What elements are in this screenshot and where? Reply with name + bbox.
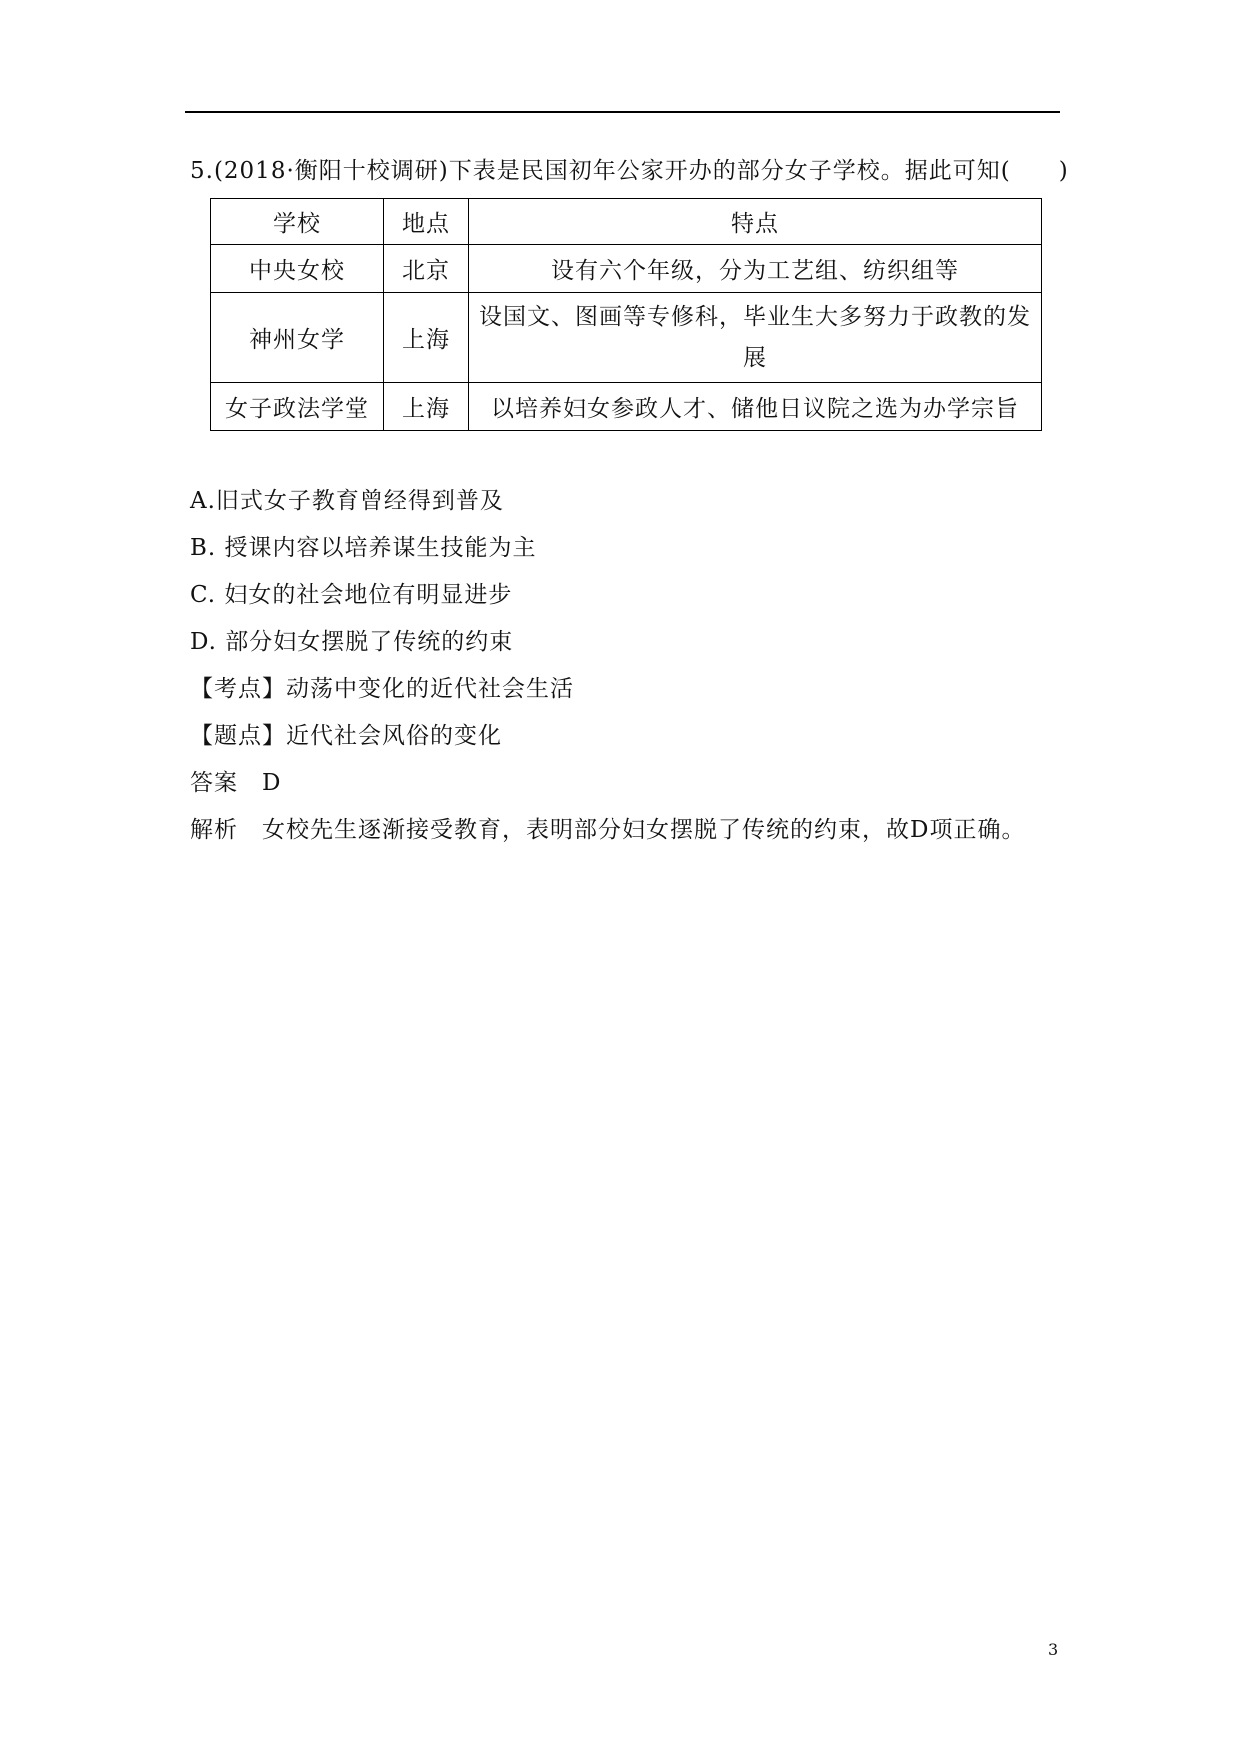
table-cell: 设国文、图画等专修科，毕业生大多努力于政教的发展 xyxy=(469,293,1042,383)
option-c: C. 妇女的社会地位有明显进步 xyxy=(190,582,513,608)
table-cell: 上海 xyxy=(384,383,469,431)
question-stem: 5.(2018·衡阳十校调研)下表是民国初年公家开办的部分女子学校。据此可知( ) xyxy=(190,158,1069,184)
table-cell: 上海 xyxy=(384,293,469,383)
table-row xyxy=(211,245,1042,293)
table-row xyxy=(211,383,1042,431)
table-cell: 女子政法学堂 xyxy=(211,383,384,431)
table-header-cell: 特点 xyxy=(469,199,1042,245)
analysis-line: 解析 女校先生逐渐接受教育，表明部分妇女摆脱了传统的约束，故D项正确。 xyxy=(190,817,1026,843)
table-cell: 北京 xyxy=(384,245,469,293)
kaodian-line: 【考点】动荡中变化的近代社会生活 xyxy=(190,676,574,702)
table-cell: 以培养妇女参政人才、储他日议院之选为办学宗旨 xyxy=(469,383,1042,431)
option-d: D. 部分妇女摆脱了传统的约束 xyxy=(190,629,514,655)
table-header-cell: 学校 xyxy=(211,199,384,245)
page-number: 3 xyxy=(1048,1640,1059,1659)
table-header-row xyxy=(211,199,1042,245)
question-body xyxy=(190,478,1025,854)
option-b: B. 授课内容以培养谋生技能为主 xyxy=(190,535,537,561)
table-header-cell: 地点 xyxy=(384,199,469,245)
table-cell: 设有六个年级，分为工艺组、纺织组等 xyxy=(469,245,1042,293)
tidian-line: 【题点】近代社会风俗的变化 xyxy=(190,723,502,749)
table-cell: 中央女校 xyxy=(211,245,384,293)
table-cell: 神州女学 xyxy=(211,293,384,383)
answer-line: 答案 D xyxy=(190,770,282,796)
header-rule xyxy=(185,111,1060,113)
table-row xyxy=(211,293,1042,383)
schools-table xyxy=(210,198,1042,431)
option-a: A.旧式女子教育曾经得到普及 xyxy=(190,488,504,514)
